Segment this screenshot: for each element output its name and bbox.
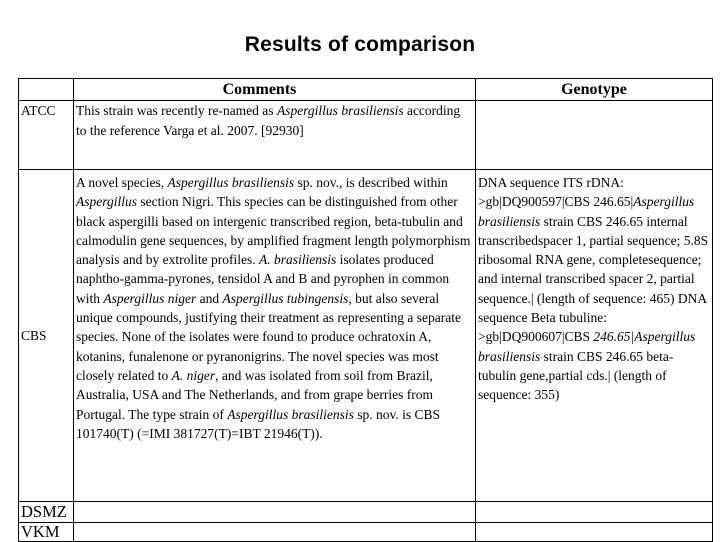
header-label-cell [19, 79, 74, 101]
table-header-row [19, 79, 713, 101]
page-title: Results of comparison [244, 33, 476, 56]
comments-cell-atcc: This strain was recently re-named as Aspergillus brasiliensis according to the reference Varga et al. 2007. [92930] [74, 101, 476, 170]
comments-cell-cbs: A novel species, Aspergillus brasiliensis sp. nov., is described within Aspergillus section Nigri. This species can be distinguished from other black aspergilli based on intergenic transcribed region, beta-tubulin and calmodulin gene sequences, by amplified fragment length polymorphism analysis and by extrolite profiles. A. brasiliensis isolates produced naphtho-gamma-pyrones, tensidol A and B and pyrophen in common with Aspergillus niger and Aspergillus tubingensis, but also several unique compounds, justifying their treatment as representing a separate species. None of the isolates were found to produce ochratoxin A, kotanins, funalenone or pyranonigrins. The novel species was most closely related to A. niger, and was isolated from soil from Brazil, Australia, USA and The Netherlands, and from grape berries from Portugal. The type strain of Aspergillus brasiliensis sp. nov. is CBS 101740(T) (=IMI 381727(T)=IBT 21946(T)). [74, 170, 476, 502]
table-row-atcc [19, 101, 713, 170]
genotype-cell-atcc [476, 101, 713, 170]
header-comments: Comments [74, 79, 476, 101]
genotype-cell-vkm [476, 523, 713, 542]
header-genotype: Genotype [476, 79, 713, 101]
comments-cell-dsmz [74, 502, 476, 523]
table-row-cbs [19, 170, 713, 502]
comments-cell-vkm [74, 523, 476, 542]
table-row-dsmz [19, 502, 713, 523]
genotype-cell-cbs: DNA sequence ITS rDNA: >gb|DQ900597|CBS 246.65|Aspergillus brasiliensis strain CBS 246.65 internal transcribedspacer 1, partial sequence; 5.8S ribosomal RNA gene, completesequence; and internal transcribed spacer 2, partial sequence.| (length of sequence: 465) DNA sequence Beta tubuline: >gb|DQ900607|CBS 246.65|Aspergillus brasiliensis strain CBS 246.65 beta-tubulin gene,partial cds.| (length of sequence: 355) [476, 170, 713, 502]
row-label-cbs: CBS [19, 170, 74, 502]
row-label-dsmz: DSMZ [19, 502, 74, 523]
table-row-vkm [19, 523, 713, 542]
genotype-cell-dsmz [476, 502, 713, 523]
comparison-table [18, 78, 713, 542]
row-label-atcc: ATCC [19, 101, 74, 170]
row-label-vkm: VKM [19, 523, 74, 542]
